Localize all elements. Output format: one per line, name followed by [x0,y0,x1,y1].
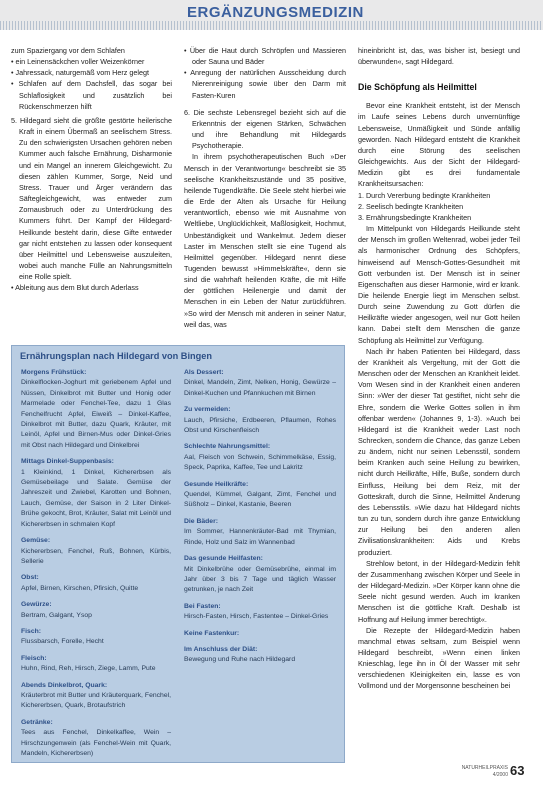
box-text: 1 Kleinkind, 1 Dinkel, Kichererbsen als Gemüsebeilage und Salate. Gemüse der Jahreszeit und Zwiebel, Karotten und Bohnen, Lauch, Gemüse, der Saison in 2 Liter Dinkel-Brühe gekocht, Brot, Kräuter, Salat mit Leinöl und Kichererbsen in schmalen Kopf [21,468,171,528]
text-column-2 [184,45,346,330]
list-item: • Über die Haut durch Schröpfen und Massieren oder Sauna und Bäder [184,46,346,67]
box-heading: Abends Dinkelbrot, Quark: [21,681,108,689]
box-heading: Schlechte Nahrungsmittel: [184,443,271,451]
box-text: Quendel, Kümmel, Galgant, Zimt, Fenchel und Süßholz – Dinkel, Kastanie, Beeren [184,491,336,509]
box-text: Huhn, Rind, Reh, Hirsch, Ziege, Lamm, Pute [21,665,156,673]
box-heading: Das gesunde Heilfasten: [184,555,263,563]
box-heading: Fisch: [21,627,42,635]
footer-note: NATURHEILPRAXIS 4/2000 [461,765,508,778]
paragraph: hineinbricht ist, das, was bisher ist, besiegt und überwunden«, sagt Hildegard. [358,46,520,67]
box-text: Hirsch-Fasten, Hirsch, Fastentee – Dinkel-Gries [184,613,329,621]
box-text: Mit Dinkelbrühe oder Gemüsebrühe, einmal im Jahr über 3 bis 7 Tage und täglich Wasser getrunken, je nach Zeit [184,565,336,594]
box-text: Bewegung und Ruhe nach Hildegard [184,656,296,664]
box-text: Flussbarsch, Forelle, Hecht [21,638,104,646]
list-item: zum Spaziergang vor dem Schlafen [11,46,125,55]
box-heading: Mittags Dinkel-Suppenbasis: [21,458,114,466]
box-heading: Morgens Frühstück: [21,369,87,376]
box-heading: Als Dessert: [184,369,224,376]
box-text: Tees aus Fenchel, Dinkelkaffee, Wein – Hirschzungenwein (als Fenchel-Wein mit Quark, Mandeln, Kichererbsen) [21,729,171,757]
list-item: • Ableitung aus dem Blut durch Aderlass [11,283,139,293]
box-text: Kichererbsen, Fenchel, Ruß, Bohnen, Kürbis, Sellerie [21,547,171,565]
list-item: 3. Ernährungsbedingte Krankheiten [358,212,472,222]
box-column-left [21,368,171,759]
box-text: Dinkelflocken-Joghurt mit geriebenem Apfel und Nüssen, Dinkelbrot mit Butter und Honig oder Marmelade oder Fenchel-Tee, dazu 1 Glas Fenchelfrucht Apfel, Eiweiß – Dinkel-Kaffee, Dinkelbrot mit Butter, dazu Quark, Kräuter, mit Leinöl, Apfel und Birnen-Mus oder Dinkel-Gries mit Obst nach Hildegard und Dinkelbrei [21,379,171,449]
box-heading: Gewürze: [21,601,52,609]
box-heading: Keine Fastenkur: [184,629,240,637]
box-text: Bertram, Galgant, Ysop [21,611,92,619]
text-column-3 [358,45,520,692]
list-item: • ein Leinensäckchen voller Weizenkörner [11,57,145,67]
box-text: Dinkel, Mandeln, Zimt, Nelken, Honig, Gewürze – Dinkel-Kuchen und Pfannkuchen mit Birnen [184,379,336,397]
paragraph: Bevor eine Krankheit entsteht, ist der Mensch im Laufe seines Lebens durch unvernünftige Lebensweise, Unmäßigkeit und Sünde anfällig geworden. Nach Hildegard entsteht die Krankheit durch eine Störung des seelischen Gleichgewichts. Aus der Sicht der Hildegard-Medizin gibt es drei fundamentale Krankheitsursachen: [358,101,520,189]
section-title: ERGÄNZUNGSMEDIZIN [187,4,364,21]
box-heading: Bei Fasten: [184,602,221,610]
box-heading: Getränke: [21,718,53,726]
paragraph: 5. Hildegard sieht die größte gestörte heilerische Kraft in einem Übermaß an seelischem Stress. Zu den schwierigsten Ursachen gehören neben Kummer auch falsche Ernährung, Disharmonie und ein Mangel an innerem Gleichgewicht. Zu diesen zählen Kummer, Sorge, Neid und Stress. Trauer und Ärger verändern das Säftegleichgewicht, was entweder zum Zornausbruch oder zu Unterdrückung des Kummers führt. Der Kampf der Hildegard-Heilkunde besteht darin, diese Gifte entweder gar nicht entstehen zu lassen oder konsequent über Heilmittel und Lebensweise auszuleiten, wobei auch manche Fülle an Nahrungsmitteln eine Rolle spielt. [11,115,172,282]
nutrition-plan-box [11,345,345,763]
list-item: 1. Durch Vererbung bedingte Krankheiten [358,190,491,200]
paragraph: Strehlow betont, in der Hildegard-Medizin fehlt der Zusammenhang zwischen Körper und Seele in der Hildegard-Medizin. »Der Körper kann ohne die Seele nicht gesund werden. Auch im kranken Menschen ist die göttliche Kraft. Deshalb ist Hoffnung auf Heilung immer berechtigt«. [358,558,520,624]
page-number: 63 [510,763,525,778]
box-text: Apfel, Birnen, Kirschen, Pfirsich, Quitte [21,584,139,592]
paragraph: In ihrem psychotherapeutischen Buch »Der Mensch in der Verantwortung« beschreibt sie 35 seelische Krankheitszustände und 35 positive, heilende Tugendkräfte. Die Seele steht hierbei wie die Erde der Alten als Ursache für Heilung verantwortlich, ebenso wie mit Ausnahme von Weltliebe, Unglücklichkeit, Maßlosigkeit, Hochmut, Unbeständigkeit und Wankelmut. Jedem dieser Laster im Menschen stellt sie eine Tugend als Heilmittel gegenüber. Hildegard nennt diese Tugenden bewusst »Himmelskräfte«, denn sie sind die wahrhaft heilenden Kräfte, die mit Hilfe der göttlichen Heilenergie und damit der Menschen in ein Leben der Natur zurückführen. »So wird der Mensch mit anderen in seiner Natur, weil das, was [184,152,346,329]
box-heading: Obst: [21,574,39,582]
box-text: Im Sommer, Hannenkräuter-Bad mit Thymian, Rinde, Holz und Salz im Wannenbad [184,528,336,546]
text-column-1 [11,45,172,293]
paragraph: 6. Die sechste Lebensregel bezieht sich auf die Erkenntnis der eigenen Stärken, Schwächen und ihre Behandlung mit Hildegards Psychotherapie. [184,107,346,151]
box-heading: Die Bäder: [184,517,218,525]
paragraph: Im Mittelpunkt von Hildegards Heilkunde steht der Mensch im großen Weltenrad, wobei jeder Teil als harmonischer Ordnung des Schöpfers, hinweisend auf Mensch-Gottes-Gesundheit mit Gott verbunden ist. Der Mensch ist in seiner Eigenschaften aus dieser Harmonie, wird er krank. Die heilende Energie liegt im Menschen selbst. Durch seine Zuwendung zu Gott dürfen die Heilkräfte wieder angesogen, weil nur Gott heilen kann. Dabei stellt dem Menschen die ganze Schöpfung als Heilmittel zur Verfügung. [358,224,520,345]
subheading: Die Schöpfung als Heilmittel [358,82,477,93]
box-heading: Zu vermeiden: [184,406,231,414]
list-item: • Jahressack, naturgemäß vom Herz gelegt [11,68,149,78]
box-heading: Fleisch: [21,654,47,662]
box-heading: Gemüse: [21,537,51,545]
box-text: Lauch, Pfirsiche, Erdbeeren, Pflaumen, Rohes Obst und Kirschenfleisch [184,416,336,435]
box-column-right [184,368,336,666]
box-heading: Im Anschluss der Diät: [184,645,258,653]
paragraph: Nach ihr haben Patienten bei Hildegard, dass der Krankheit als Vergeltung, mit der Gott die Menschen oder der Menschen an Krankheit leidet. Vom Wesen sind in der Krankheit einen anderen Sinn: »Wer der dieser Tat gestiftet, nicht sehr die Ehre, sondern die Werke Gottes sollen in ihm offenbar werden« (Johannes 9, 1-3). »Auch bei Hildegard ist die Krankheit weder Last noch Schrecken, sondern die Chance, das ganze Leben zu ändern, nicht nur seinen Lebensstil, sondern beim Kranken auch seine Heilung zu bewirken, nicht durch Heilkräfte, Hilfe, Buße, sondern durch Einfluss, Heilung bei dem Reiz, mit der Gotteskraft, durch die Sinne, Heilmittel Änderung des Lebensstils. »Wie dazu hat Hildegard nichts tun zu tun, sondern durch ihre ganze Entwicklung zur Heilung bei den anderen allen Zivilisationskrankheiten: Aids und Krebs produziert. [358,346,520,557]
box-text: Kräuterbrot mit Butter und Kräuterquark, Fenchel, Kichererbsen, Quark, Brotaufstrich [21,691,171,710]
list-item: 2. Seelisch bedingte Krankheiten [358,201,464,211]
list-item: • Schlafen auf dem Dachsfell, das sogar bei Schlaflosigkeit und zusätzlich bei Rückenschmerzen hilft [11,79,172,111]
box-text: Aal, Fleisch von Schwein, Schimmelkäse, Essig, Speck, Paprika, Kaffee, Tee und Lakritz [184,453,336,472]
list-item: • Anregung der natürlichen Ausscheidung durch Nierenreinigung sowie über den Darm mit Fasten-Kuren [184,68,346,100]
box-heading: Gesunde Heilkräfte: [184,480,249,488]
box-title: Ernährungsplan nach Hildegard von Bingen [20,351,212,361]
paragraph: Die Rezepte der Hildegard-Medizin haben manchmal etwas seltsam, zum Beispiel wenn Hildegard beschreibt, »Wenn einen linken Knieschlag, lege ihn in Öl der Wasser mit sehr verschiedenen Kleinigkeiten ein, lasse es von Vollmond und der Morgensonne bescheinen bei [358,625,520,691]
